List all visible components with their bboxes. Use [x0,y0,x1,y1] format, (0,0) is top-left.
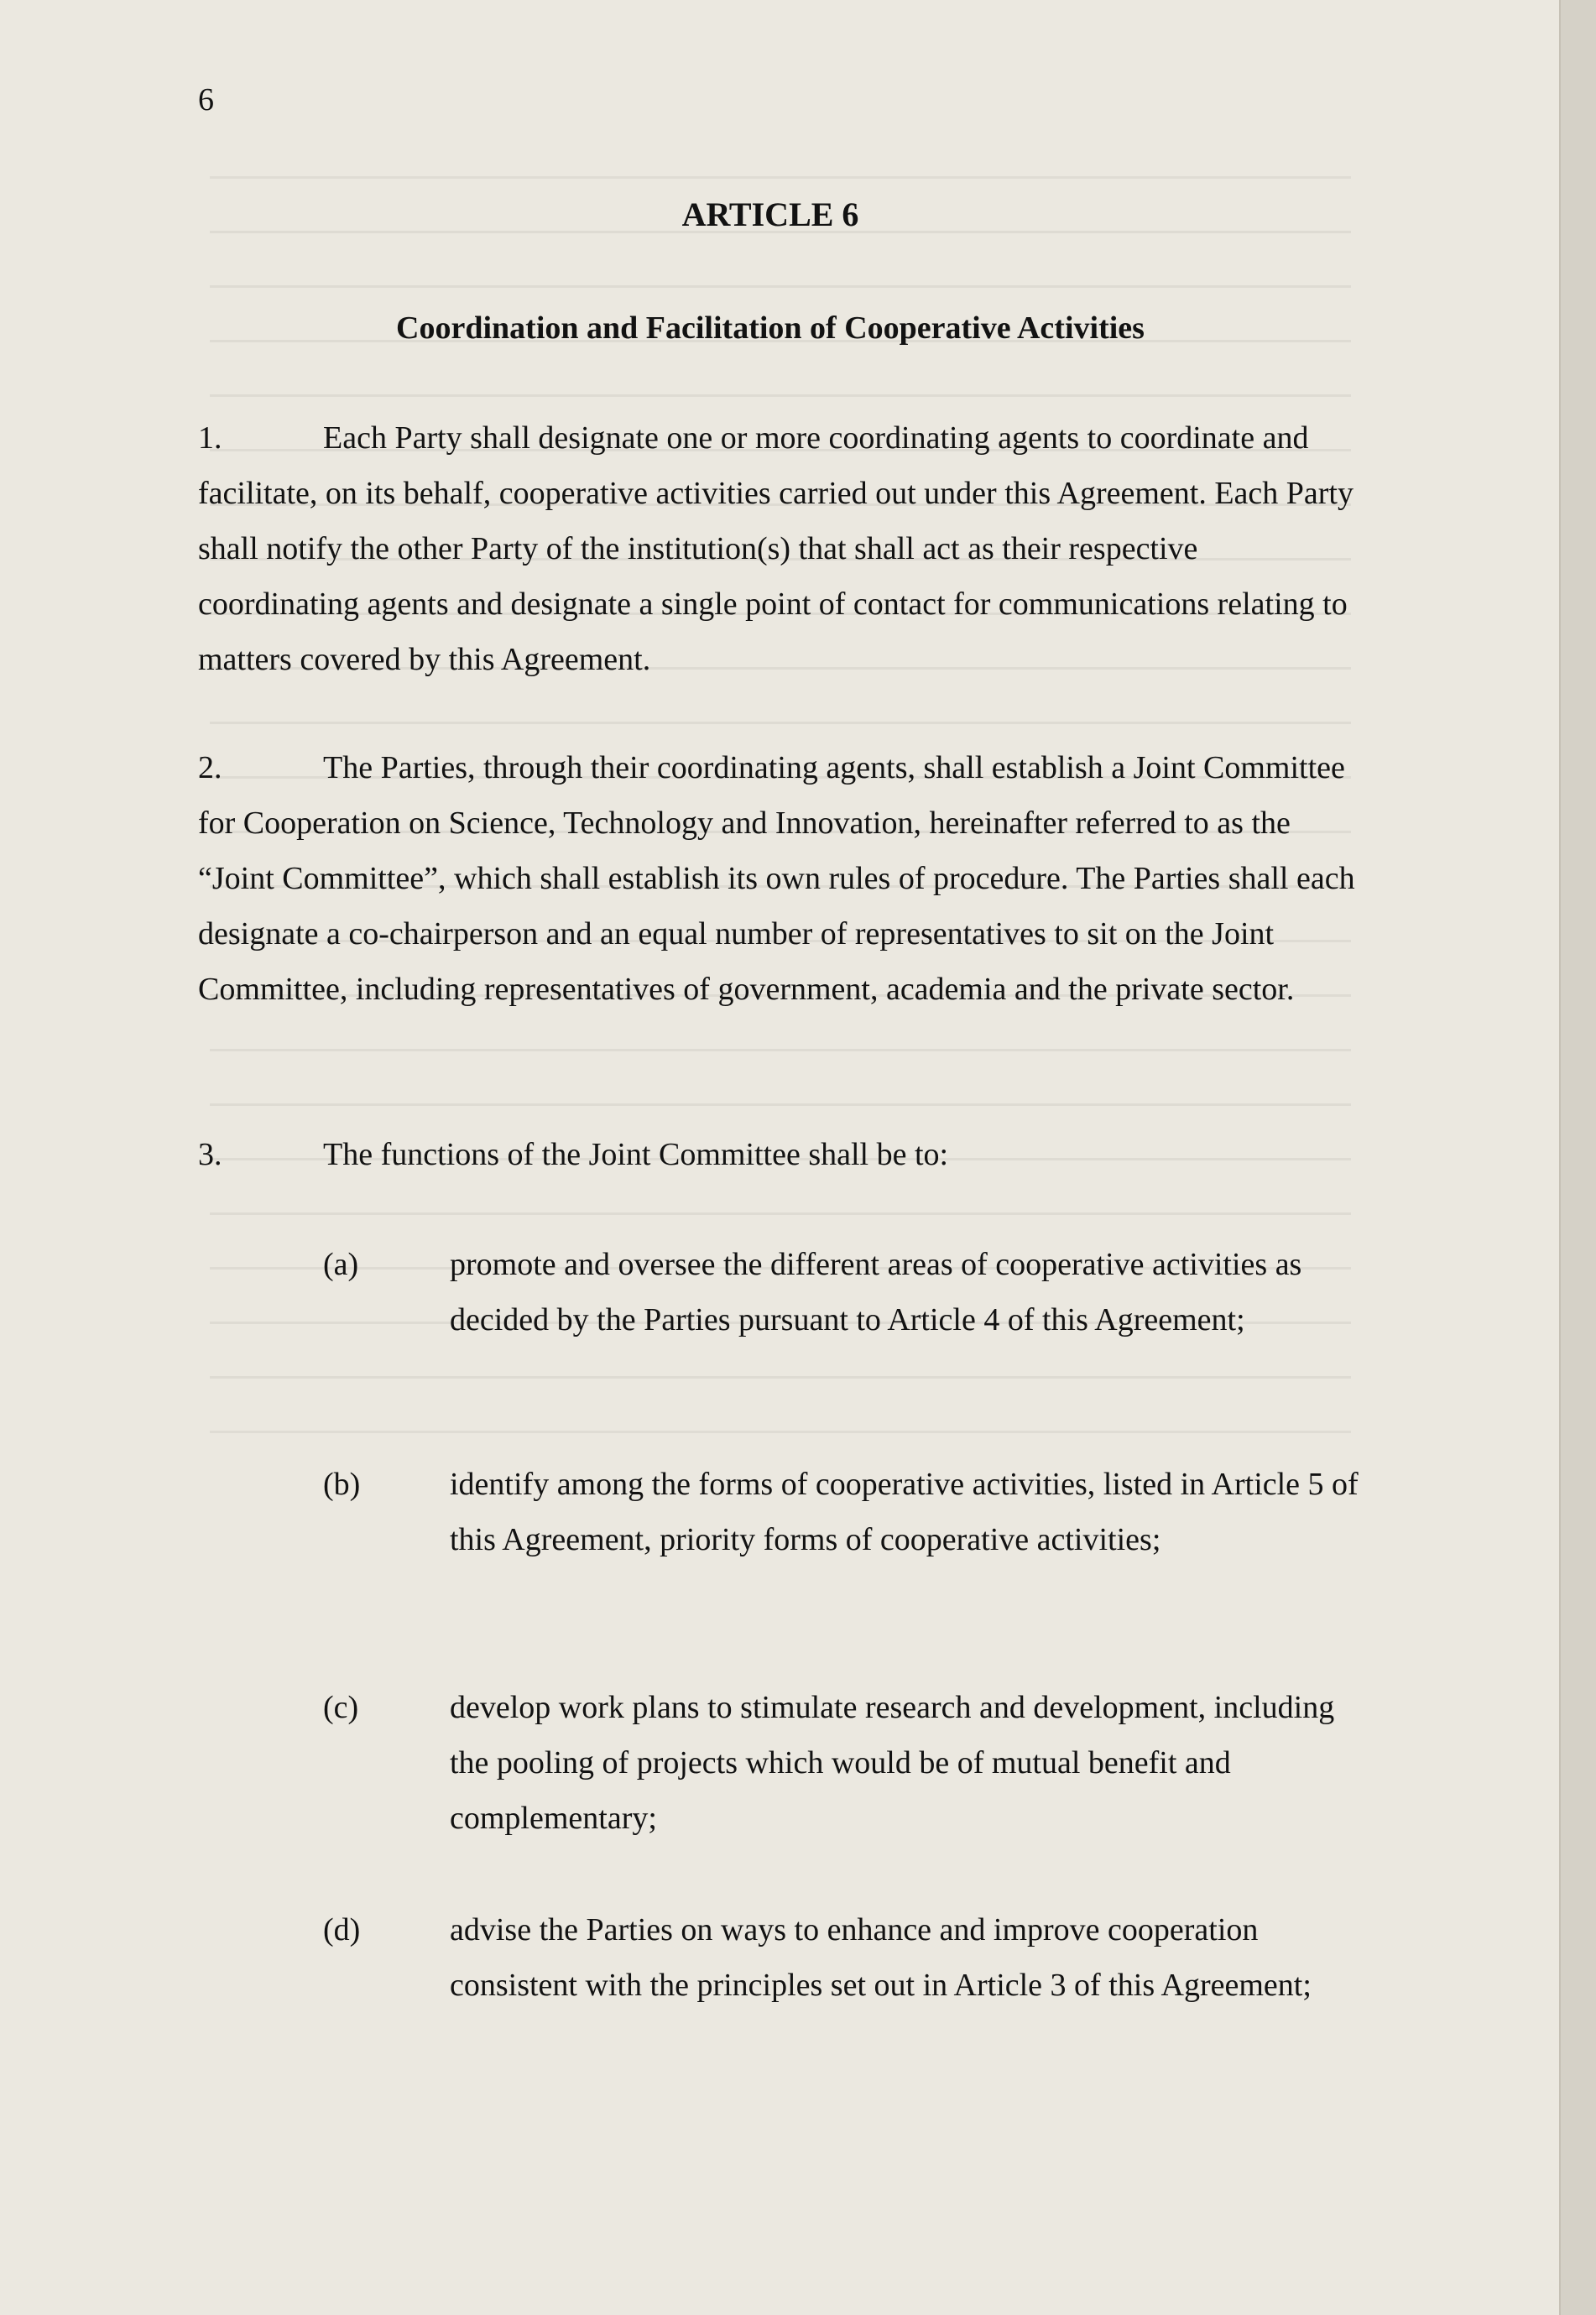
page-edge [1559,0,1596,2315]
list-item-text: identify among the forms of cooperative activities, listed in Article 5 of this Agreement, priority forms of cooperative activities; [450,1467,1359,1557]
paragraph-number: 3. [198,1137,222,1172]
paragraph-text: The functions of the Joint Committee shall be to: [323,1137,949,1172]
list-item-text: advise the Parties on ways to enhance and improve cooperation consistent with the principles set out in Article 3 of this Agreement; [450,1912,1312,2003]
list-item-a [323,1237,1372,1348]
paragraph-1 [198,410,1356,687]
list-item-c [323,1680,1372,1846]
paragraph-2 [198,740,1356,1017]
list-item-label: (b) [323,1467,361,1502]
paragraph-3 [198,1127,1356,1182]
paragraph-text: The Parties, through their coordinating agents, shall establish a Joint Committee for Cooperation on Science, Technology and Innovation, hereinafter referred to as the “Joint Committee”, which shall establish its own rules of procedure. The Parties shall each designate a co-chairperson and an equal number of representatives to sit on the Joint Committee, including representatives of government, academia and the private sector. [198,750,1355,1007]
list-item-text: develop work plans to stimulate research and development, including the pooling of projects which would be of mutual benefit and complementary; [450,1690,1335,1836]
list-item-label: (c) [323,1690,359,1725]
list-item-text: promote and oversee the different areas of cooperative activities as decided by the Parties pursuant to Article 4 of this Agreement; [450,1247,1302,1337]
list-item-label: (a) [323,1247,359,1282]
page-number: 6 [198,82,214,117]
article-subtitle: Coordination and Facilitation of Cooperative Activities [396,310,1145,346]
list-item-d [323,1902,1372,2013]
paragraph-number: 1. [198,420,222,456]
paragraph-number: 2. [198,750,222,785]
list-item-b [323,1457,1372,1567]
list-item-label: (d) [323,1912,361,1947]
paragraph-text: Each Party shall designate one or more coordinating agents to coordinate and facilitate, on its behalf, cooperative activities carried out under this Agreement. Each Party shall notify the other Party of the institution(s) that shall act as their respective coordinating agents and designate a single point of contact for communications relating to matters covered by this Agreement. [198,420,1353,677]
article-title: ARTICLE 6 [681,196,859,233]
